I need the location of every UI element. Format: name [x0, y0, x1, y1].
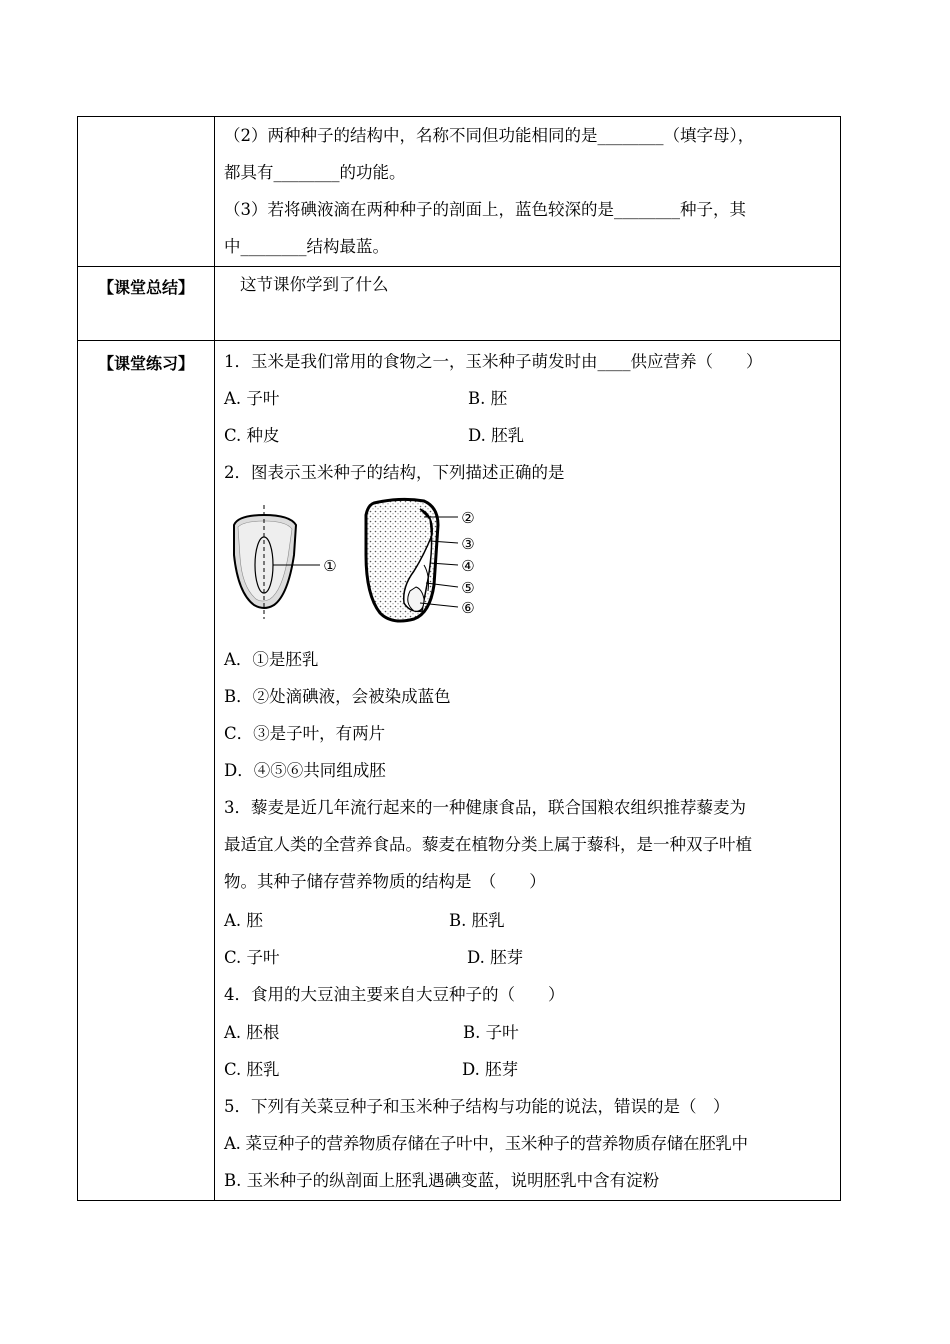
- q1-option-d: D. 胚乳: [468, 426, 525, 445]
- q5-stem: 5．下列有关菜豆种子和玉米种子结构与功能的说法，错误的是（ ）: [224, 1097, 730, 1116]
- q4-option-a: A. 胚根: [224, 1023, 280, 1042]
- q2-option-d: D．④⑤⑥共同组成胚: [224, 761, 386, 780]
- q3-option-a: A. 胚: [224, 911, 263, 930]
- top-cell-line-4: 中________结构最蓝。: [224, 237, 389, 256]
- q3-stem-line-3: 物。其种子储存营养物质的结构是 （ ）: [224, 872, 546, 891]
- row-divider-1: [78, 266, 840, 267]
- corn-seed-figure: [224, 495, 484, 623]
- summary-label: 【课堂总结】: [97, 278, 194, 297]
- seed-section: [366, 499, 458, 621]
- label-5: ⑤: [461, 579, 475, 597]
- q4-option-d: D. 胚芽: [462, 1060, 519, 1079]
- practice-label: 【课堂练习】: [97, 354, 194, 373]
- q4-option-b: B. 子叶: [463, 1023, 519, 1042]
- q4-stem: 4．食用的大豆油主要来自大豆种子的（ ）: [224, 985, 565, 1004]
- column-divider: [214, 117, 215, 1200]
- q2-option-a: A．①是胚乳: [224, 650, 319, 669]
- label-2: ②: [461, 509, 475, 527]
- q3-option-b: B. 胚乳: [449, 911, 505, 930]
- q1-stem: 1．玉米是我们常用的食物之一，玉米种子萌发时由____供应营养（ ）: [224, 352, 763, 371]
- label-3: ③: [461, 535, 475, 553]
- top-cell-line-3: （3）若将碘液滴在两种种子的剖面上，蓝色较深的是________种子，其: [224, 200, 746, 219]
- top-cell-line-2: 都具有________的功能。: [224, 163, 406, 182]
- whole-seed: [234, 505, 320, 619]
- worksheet-table: [77, 116, 841, 1201]
- summary-text: 这节课你学到了什么: [240, 275, 389, 294]
- q5-option-b: B. 玉米种子的纵剖面上胚乳遇碘变蓝，说明胚乳中含有淀粉: [224, 1171, 660, 1190]
- q2-stem: 2．图表示玉米种子的结构，下列描述正确的是: [224, 463, 565, 482]
- label-4: ④: [461, 557, 475, 575]
- label-1: ①: [323, 557, 337, 575]
- top-cell-line-1: （2）两种种子的结构中，名称不同但功能相同的是________（填字母），: [224, 126, 755, 145]
- q3-option-c: C. 子叶: [224, 948, 280, 967]
- q2-option-b: B．②处滴碘液，会被染成蓝色: [224, 687, 451, 706]
- q3-stem-line-1: 3．藜麦是近几年流行起来的一种健康食品，联合国粮农组织推荐藜麦为: [224, 798, 746, 817]
- q1-option-b: B. 胚: [468, 389, 508, 408]
- q3-stem-line-2: 最适宜人类的全营养食品。藜麦在植物分类上属于藜科，是一种双子叶植: [224, 835, 752, 854]
- corn-seed-diagram: [224, 495, 484, 623]
- q4-option-c: C. 胚乳: [224, 1060, 280, 1079]
- label-6: ⑥: [461, 599, 475, 617]
- q1-option-a: A. 子叶: [224, 389, 280, 408]
- q1-option-c: C. 种皮: [224, 426, 280, 445]
- q5-option-a: A. 菜豆种子的营养物质存储在子叶中，玉米种子的营养物质存储在胚乳中: [224, 1134, 748, 1153]
- q2-option-c: C．③是子叶，有两片: [224, 724, 386, 743]
- row-divider-2: [78, 340, 840, 341]
- q3-option-d: D. 胚芽: [467, 948, 524, 967]
